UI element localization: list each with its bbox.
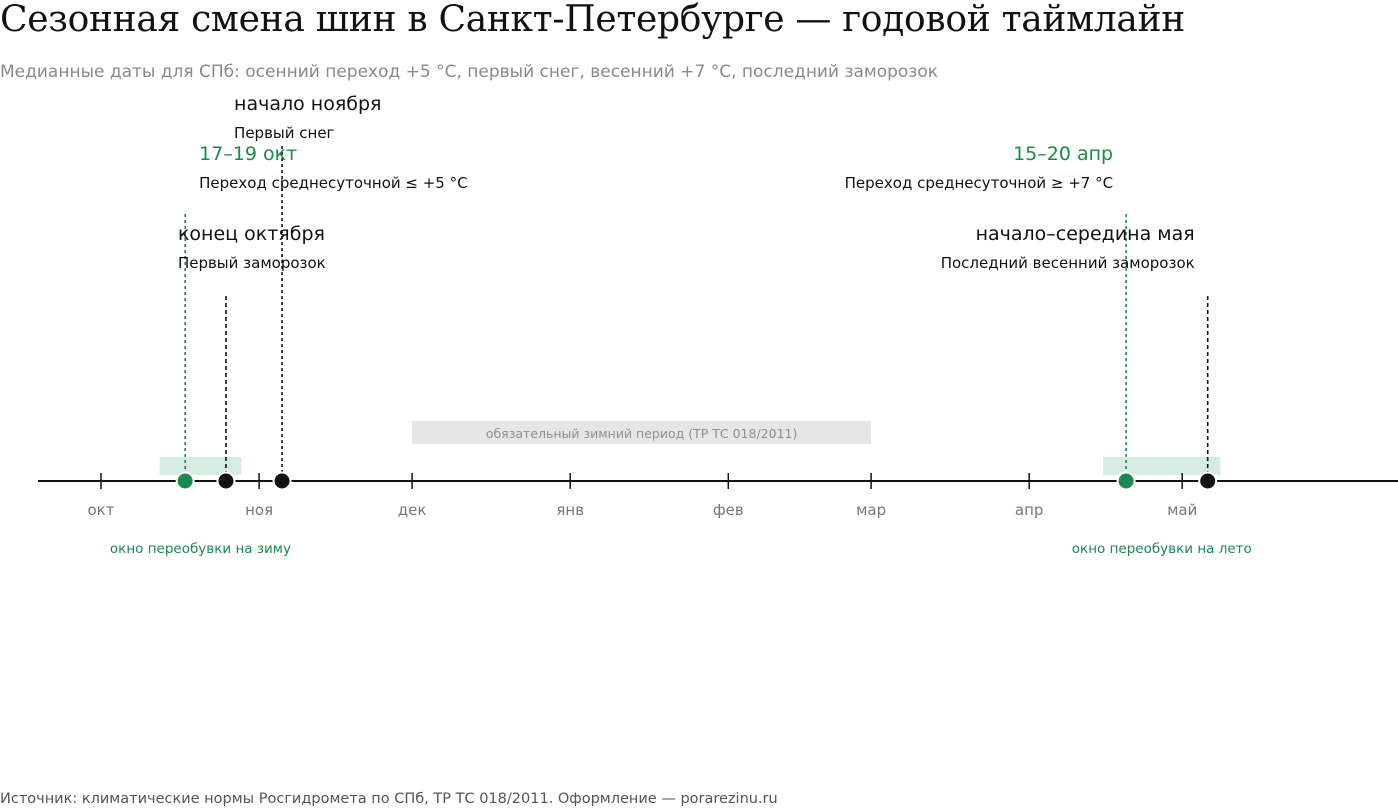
month-label: ноя <box>245 501 274 519</box>
mandatory-period-label: обязательный зимний период (ТР ТС 018/2011) <box>485 426 798 441</box>
event-date-label: конец октября <box>177 223 325 245</box>
month-label: дек <box>397 501 427 519</box>
month-label: мар <box>856 501 887 519</box>
month-label: окт <box>87 501 115 519</box>
event-date-label: начало–середина мая <box>975 223 1195 245</box>
changeover-window-band <box>1103 457 1220 475</box>
event-description-label: Первый заморозок <box>177 254 326 272</box>
event-marker-dot <box>217 473 234 490</box>
page-title: Сезонная смена шин в Санкт-Петербурге — годовой таймлайн <box>0 0 1185 40</box>
event-description-label: Последний весенний заморозок <box>940 254 1195 272</box>
month-label: апр <box>1014 501 1044 519</box>
changeover-window-label: окно переобувки на лето <box>1071 541 1252 557</box>
event-marker-dot <box>1199 473 1216 490</box>
source-note: Источник: климатические нормы Росгидромета по СПб, ТР ТС 018/2011. Оформление — porarezinu.ru <box>0 791 778 807</box>
changeover-window-label: окно переобувки на зиму <box>109 541 291 557</box>
month-label: май <box>1167 501 1198 519</box>
event-date-label: 15–20 апр <box>1013 143 1114 165</box>
event-marker-dot <box>1118 473 1135 490</box>
event-date-label: начало ноября <box>234 93 382 115</box>
month-label: фев <box>712 501 744 519</box>
event-marker-dot <box>177 473 194 490</box>
axis-layer <box>38 473 1398 519</box>
month-label: янв <box>556 501 585 519</box>
event-marker-dot <box>274 473 291 490</box>
chart-subtitle: Медианные даты для СПб: осенний переход +5 °C, первый снег, весенний +7 °C, последний заморозок <box>0 62 939 82</box>
event-date-label: 17–19 окт <box>199 143 298 165</box>
event-description-label: Переход среднесуточной ≤ +5 °C <box>199 174 468 192</box>
event-description-label: Первый снег <box>234 124 335 142</box>
event-description-label: Переход среднесуточной ≥ +7 °C <box>844 174 1114 192</box>
